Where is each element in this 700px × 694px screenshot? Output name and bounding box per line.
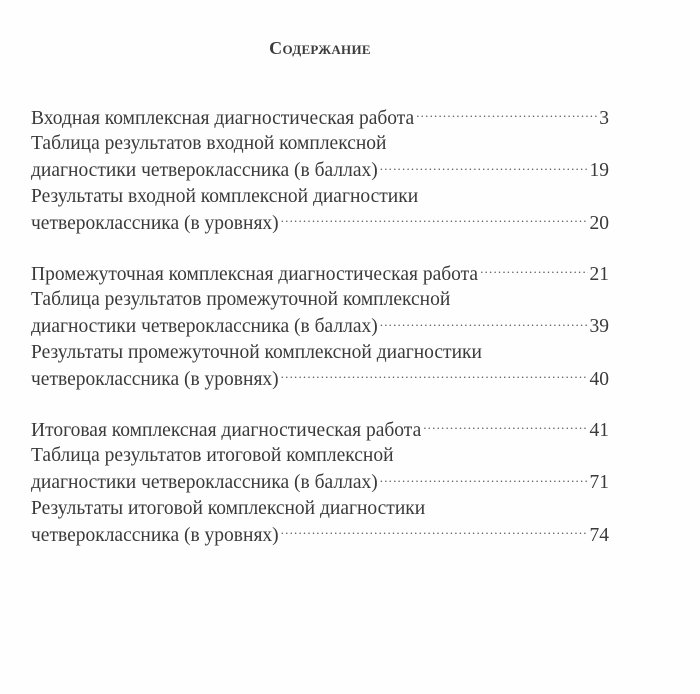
dot-leader xyxy=(380,313,588,333)
toc-entry[interactable] xyxy=(31,104,609,131)
toc-entry-title: Таблица результатов промежуточной комплексной xyxy=(31,289,451,310)
toc-entry[interactable] xyxy=(31,184,609,237)
toc-section-final xyxy=(31,416,609,548)
toc-page-number: 19 xyxy=(589,160,609,181)
toc-entry-title: Промежуточная комплексная диагностическая работа xyxy=(31,263,479,285)
toc-page-number: 39 xyxy=(589,316,609,337)
toc-page-number: 41 xyxy=(589,419,609,441)
toc-page-number: 3 xyxy=(599,107,609,129)
toc-section-input xyxy=(31,104,609,236)
page-title: Содержание xyxy=(269,38,371,58)
toc-entry-title-cont: диагностики четвероклассника (в баллах) xyxy=(31,160,378,181)
toc-entry-title: Таблица результатов входной комплексной xyxy=(31,133,387,154)
dot-leader xyxy=(423,416,587,436)
toc-entry-title: Результаты входной комплексной диагностики xyxy=(31,185,419,207)
toc-entry-title-cont: четвероклассника (в уровнях) xyxy=(31,212,279,234)
toc-entry-title: Итоговая комплексная диагностическая работа xyxy=(31,419,422,441)
toc-entry-title-cont: четвероклассника (в уровнях) xyxy=(31,368,279,390)
toc-entry[interactable] xyxy=(31,260,609,287)
toc-entry-title: Результаты промежуточной комплексной диагностики xyxy=(31,341,482,363)
dot-leader xyxy=(281,521,588,541)
toc-entry[interactable] xyxy=(31,340,609,393)
dot-leader xyxy=(480,260,587,280)
toc-page-number: 74 xyxy=(589,524,609,546)
toc-entry-title: Входная комплексная диагностическая работа xyxy=(31,107,415,129)
toc-entry-title: Таблица результатов итоговой комплексной xyxy=(31,445,394,466)
toc-section-intermediate xyxy=(31,260,609,392)
dot-leader xyxy=(380,157,588,177)
toc-entry[interactable] xyxy=(31,131,609,184)
toc-page-number: 71 xyxy=(589,472,609,493)
toc-entry[interactable] xyxy=(31,443,609,496)
toc-page-number: 20 xyxy=(589,212,609,234)
toc-entry[interactable] xyxy=(31,496,609,549)
table-of-contents xyxy=(31,104,609,572)
toc-entry-title: Результаты итоговой комплексной диагностики xyxy=(31,497,426,519)
dot-leader xyxy=(380,469,588,489)
dot-leader xyxy=(281,365,588,385)
dot-leader xyxy=(416,104,597,124)
toc-entry[interactable] xyxy=(31,287,609,340)
toc-entry-title-cont: диагностики четвероклассника (в баллах) xyxy=(31,316,378,337)
toc-entry-title-cont: четвероклассника (в уровнях) xyxy=(31,524,279,546)
toc-page-number: 40 xyxy=(589,368,609,390)
toc-page-number: 21 xyxy=(589,263,609,285)
dot-leader xyxy=(281,209,588,229)
toc-entry-title-cont: диагностики четвероклассника (в баллах) xyxy=(31,472,378,493)
toc-entry[interactable] xyxy=(31,416,609,443)
